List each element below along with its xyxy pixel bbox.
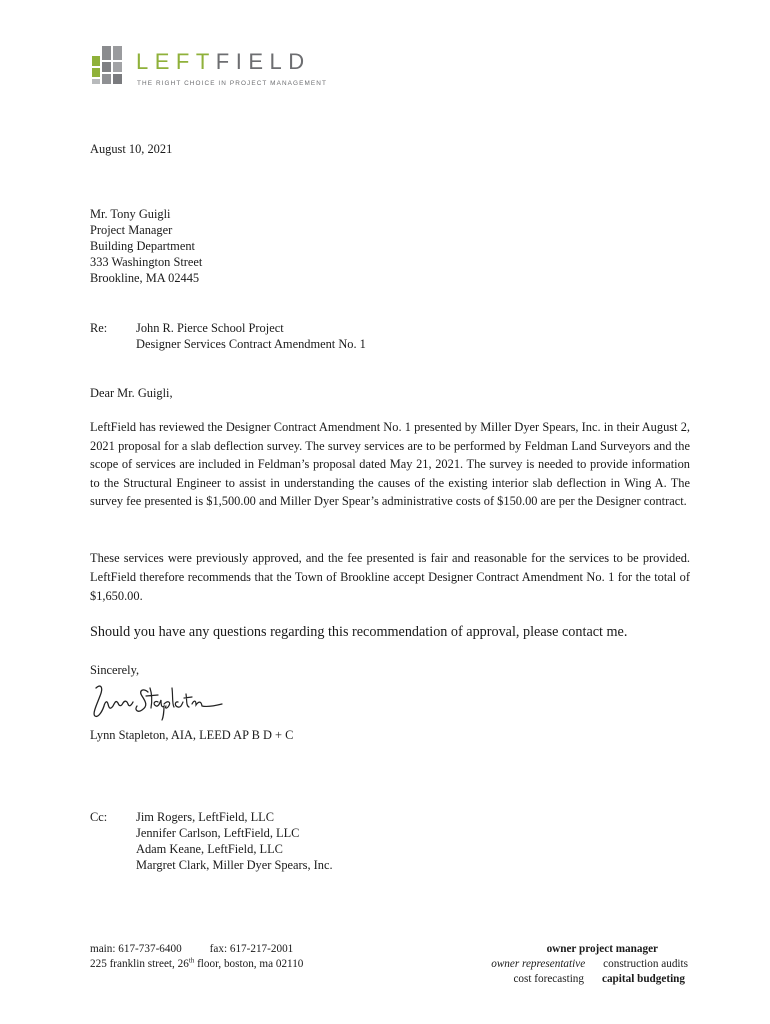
cc-item: Adam Keane, LeftField, LLC xyxy=(136,842,283,856)
footer-main-phone: main: 617-737-6400 xyxy=(90,943,182,955)
re-line: John R. Pierce School Project xyxy=(136,321,284,335)
recipient-line: Building Department xyxy=(90,239,195,253)
logo-mark-icon xyxy=(92,44,124,90)
footer-fax: fax: 617-217-2001 xyxy=(209,943,294,955)
footer-address-part: floor, boston, ma 02110 xyxy=(194,958,304,970)
service-cost-forecasting: cost forecasting xyxy=(513,973,584,985)
footer-phones xyxy=(90,942,303,957)
service-owner-rep: owner representative xyxy=(491,958,586,970)
salutation: Dear Mr. Guigli, xyxy=(90,386,173,400)
re-line: Designer Services Contract Amendment No. 1 xyxy=(136,337,366,351)
company-logo xyxy=(92,44,342,90)
cc-item: Jennifer Carlson, LeftField, LLC xyxy=(136,826,300,840)
recipient-line: Mr. Tony Guigli xyxy=(90,207,171,221)
recipient-line: Brookline, MA 02445 xyxy=(90,271,200,285)
service-opm: owner project manager xyxy=(546,943,658,955)
signer-name: Lynn Stapleton, AIA, LEED AP B D + C xyxy=(90,728,294,742)
logo-tagline: THE RIGHT CHOICE IN PROJECT MANAGEMENT xyxy=(137,80,327,87)
handwritten-signature xyxy=(88,680,228,722)
footer-address-sup: th xyxy=(188,956,195,965)
cc-list xyxy=(136,809,333,873)
service-construction-audits: construction audits xyxy=(603,958,688,970)
service-capital-budgeting: capital budgeting xyxy=(602,973,685,985)
recipient-address xyxy=(90,206,202,286)
footer-address xyxy=(90,957,303,972)
re-label: Re: xyxy=(90,321,108,335)
cc-item: Margret Clark, Miller Dyer Spears, Inc. xyxy=(136,858,333,872)
body-paragraph-2: These services were previously approved, and the fee presented is fair and reasonable for the services to be provided. LeftField therefore recommends that the Town of Brookline accept Designer Contract Amendment No. 1 for the total of $1,650.00. xyxy=(90,551,690,603)
body-paragraph-1: LeftField has reviewed the Designer Contract Amendment No. 1 presented by Miller Dyer Spears, Inc. in their August 2, 2021 proposal for a slab deflection survey. The survey services are to be performed by Feldman Land Surveyors and the scope of services are included in Feldman’s proposal dated May 21, 2021. The survey is needed to provide information to the Structural Engineer to assist in understanding the causes of the existing interior slab deflection in Wing A. The survey fee presented is $1,500.00 and Miller Dyer Spear’s administrative costs of $150.00 are per the Designer contract. xyxy=(90,420,690,509)
footer-services xyxy=(440,942,688,987)
closing-line: Should you have any questions regarding this recommendation of approval, please contact me. xyxy=(90,624,628,640)
valediction: Sincerely, xyxy=(90,663,140,677)
logo-word-left: LEFT xyxy=(136,49,216,74)
cc-label: Cc: xyxy=(90,810,108,824)
footer-contact xyxy=(90,942,303,972)
cc-item: Jim Rogers, LeftField, LLC xyxy=(136,810,275,824)
logo-wordmark xyxy=(136,49,311,75)
re-subject xyxy=(136,320,366,352)
logo-word-field: FIELD xyxy=(215,49,311,74)
letter-date: August 10, 2021 xyxy=(90,142,173,156)
recipient-line: Project Manager xyxy=(90,223,173,237)
footer-address-part: 225 franklin street, 26 xyxy=(90,958,189,970)
recipient-line: 333 Washington Street xyxy=(90,255,203,269)
